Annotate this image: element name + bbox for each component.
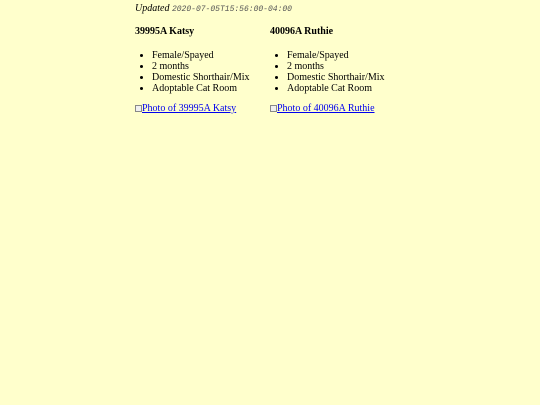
- animal-title: 39995A Katsy: [135, 26, 195, 37]
- photo-link[interactable]: [270, 103, 400, 115]
- detail-age: • 2 months: [152, 61, 265, 72]
- detail-breed: • Domestic Shorthair/Mix: [287, 72, 400, 83]
- detail-sex: • Female/Spayed: [152, 50, 265, 61]
- animal-details: [270, 50, 400, 94]
- detail-location: • Adoptable Cat Room: [287, 83, 400, 94]
- broken-image-icon: [270, 105, 277, 112]
- photo-alt-text: Photo of 39995A Katsy: [142, 103, 237, 114]
- detail-age: • 2 months: [287, 61, 400, 72]
- updated-line: [135, 3, 292, 16]
- photo-alt-text: Photo of 40096A Ruthie: [277, 103, 375, 114]
- animal-details: [135, 50, 265, 94]
- updated-label: Updated: [135, 3, 170, 14]
- detail-location: • Adoptable Cat Room: [152, 83, 265, 94]
- photo-link[interactable]: [135, 103, 265, 115]
- animal-title: 40096A Ruthie: [270, 26, 334, 37]
- animal-card: [135, 26, 265, 115]
- broken-image-icon: [135, 105, 142, 112]
- updated-timestamp: 2020-07-05T15:56:00-04:00: [171, 5, 292, 14]
- detail-breed: • Domestic Shorthair/Mix: [152, 72, 265, 83]
- detail-sex: • Female/Spayed: [287, 50, 400, 61]
- animal-card: [270, 26, 400, 115]
